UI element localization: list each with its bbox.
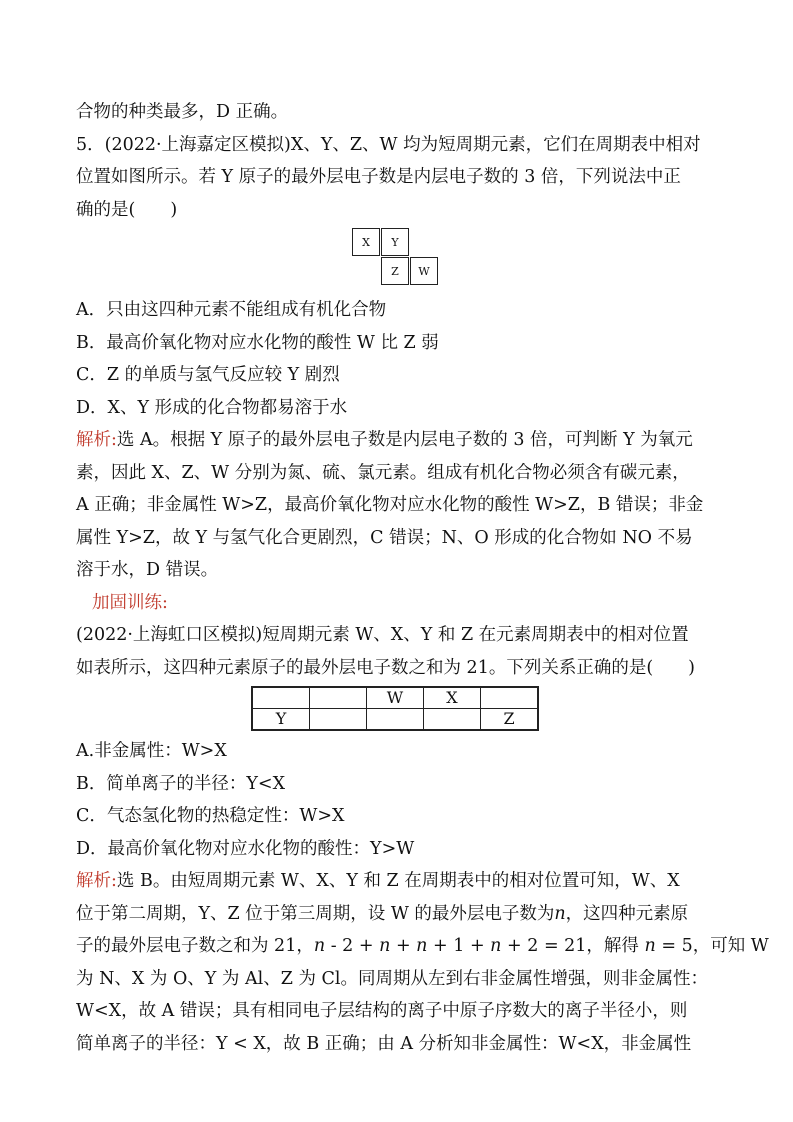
analysis-text: + 2 = 21，解得: [501, 936, 645, 956]
analysis-text: 选 A。根据 Y 原子的最外层电子数是内层电子数的 3 倍，可判断 Y 为氧元: [116, 430, 693, 450]
q5-analysis-line-2: 素，因此 X、Z、W 分别为氮、硫、氯元素。组成有机化合物必须含有碳元素，: [76, 462, 690, 483]
q5-stem-line-1: 5．(2022·上海嘉定区模拟)X、Y、Z、W 均为短周期元素，它们在周期表中相对: [76, 134, 701, 155]
table-cell: X: [424, 687, 481, 709]
variable-n: n: [644, 936, 656, 956]
q5-analysis-line-1: [76, 424, 726, 457]
practice-analysis-line-2: [76, 898, 726, 931]
q5-option-a: A．只由这四种元素不能组成有机化合物: [76, 300, 387, 320]
document-page: [76, 96, 769, 1060]
grid-cell-w: W: [410, 257, 438, 285]
practice-option-d: D．最高价氧化物对应水化物的酸性：Y>W: [76, 838, 415, 859]
analysis-text: 子的最外层电子数之和为 21，: [76, 936, 314, 956]
periodic-position-figure: [76, 228, 726, 292]
q5-stem-line-3: 确的是( ): [76, 199, 178, 220]
periodic-position-table: [251, 686, 539, 731]
variable-n: n: [313, 936, 326, 956]
analysis-label: 解析:: [76, 430, 117, 450]
practice-option-c: C．气态氢化物的热稳定性：W>X: [76, 806, 345, 826]
analysis-text: 选 B。由短周期元素 W、X、Y 和 Z 在周期表中的相对位置可知，W、X: [116, 871, 680, 891]
q5-analysis-line-5: 溶于水，D 错误。: [76, 560, 219, 580]
variable-n: n: [554, 903, 566, 924]
table-cell: Y: [252, 709, 310, 731]
question-5: [76, 129, 726, 587]
q5-stem-line-2: 位置如图所示。若 Y 原子的最外层电子数是内层电子数的 3 倍，下列说法中正: [76, 167, 681, 187]
analysis-label: 解析:: [76, 871, 117, 891]
variable-n: n: [379, 936, 391, 956]
analysis-text: 位于第二周期，Y、Z 位于第三周期，设 W 的最外层电子数为: [76, 903, 555, 924]
practice-analysis-line-3: [76, 930, 769, 963]
practice-question: [76, 587, 769, 1061]
variable-n: n: [416, 936, 428, 956]
previous-answer-tail: 合物的种类最多，D 正确。: [76, 102, 289, 122]
practice-analysis-line-1: [76, 865, 726, 898]
table-cell: [310, 709, 367, 731]
q5-analysis-line-4: 属性 Y>Z，故 Y 与氢气化合更剧烈，C 错误；N、O 形成的化合物如 NO 不易: [76, 527, 693, 548]
practice-option-a: A.非金属性：W>X: [76, 741, 227, 761]
analysis-text: +: [390, 936, 417, 956]
table-cell: [481, 687, 539, 709]
q5-option-d: D．X、Y 形成的化合物都易溶于水: [76, 397, 348, 418]
practice-option-b: B．简单离子的半径：Y<X: [76, 773, 286, 794]
table-cell: W: [367, 687, 424, 709]
practice-heading: 加固训练:: [92, 592, 168, 613]
table-cell: [424, 709, 481, 731]
practice-stem-line-2: 如表所示，这四种元素原子的最外层电子数之和为 21。下列关系正确的是( ): [76, 657, 695, 678]
analysis-text: - 2 +: [325, 936, 380, 956]
grid-cell-x: X: [352, 228, 380, 256]
analysis-text: ，这四种元素原: [565, 903, 689, 924]
variable-n: n: [490, 936, 502, 956]
table-row: [252, 687, 538, 709]
table-cell: Z: [481, 709, 539, 731]
analysis-text: + 1 +: [427, 936, 491, 956]
table-row: [252, 709, 538, 731]
q5-option-c: C．Z 的单质与氢气反应较 Y 剧烈: [76, 365, 340, 385]
practice-analysis-line-4: 为 N、X 为 O、Y 为 Al、Z 为 Cl。同周期从左到右非金属性增强，则非金属性：: [76, 968, 708, 989]
table-cell: [367, 709, 424, 731]
grid-cell-y: Y: [381, 228, 409, 256]
practice-analysis-line-5: W<X，故 A 错误；具有相同电子层结构的离子中原子序数大的离子半径小，则: [76, 1001, 688, 1021]
q5-option-b: B．最高价氧化物对应水化物的酸性 W 比 Z 弱: [76, 332, 439, 353]
practice-analysis-line-6: 简单离子的半径：Y < X，故 B 正确；由 A 分析知非金属性：W<X，非金属性: [76, 1033, 692, 1054]
table-cell: [310, 687, 367, 709]
grid-cell-z: Z: [381, 257, 409, 285]
table-cell: [252, 687, 310, 709]
q5-analysis-line-3: A 正确；非金属性 W>Z，最高价氧化物对应水化物的酸性 W>Z，B 错误；非金: [76, 495, 704, 515]
analysis-text: = 5，可知 W: [655, 936, 769, 956]
practice-stem-line-1: (2022·上海虹口区模拟)短周期元素 W、X、Y 和 Z 在元素周期表中的相对位置: [76, 625, 689, 645]
